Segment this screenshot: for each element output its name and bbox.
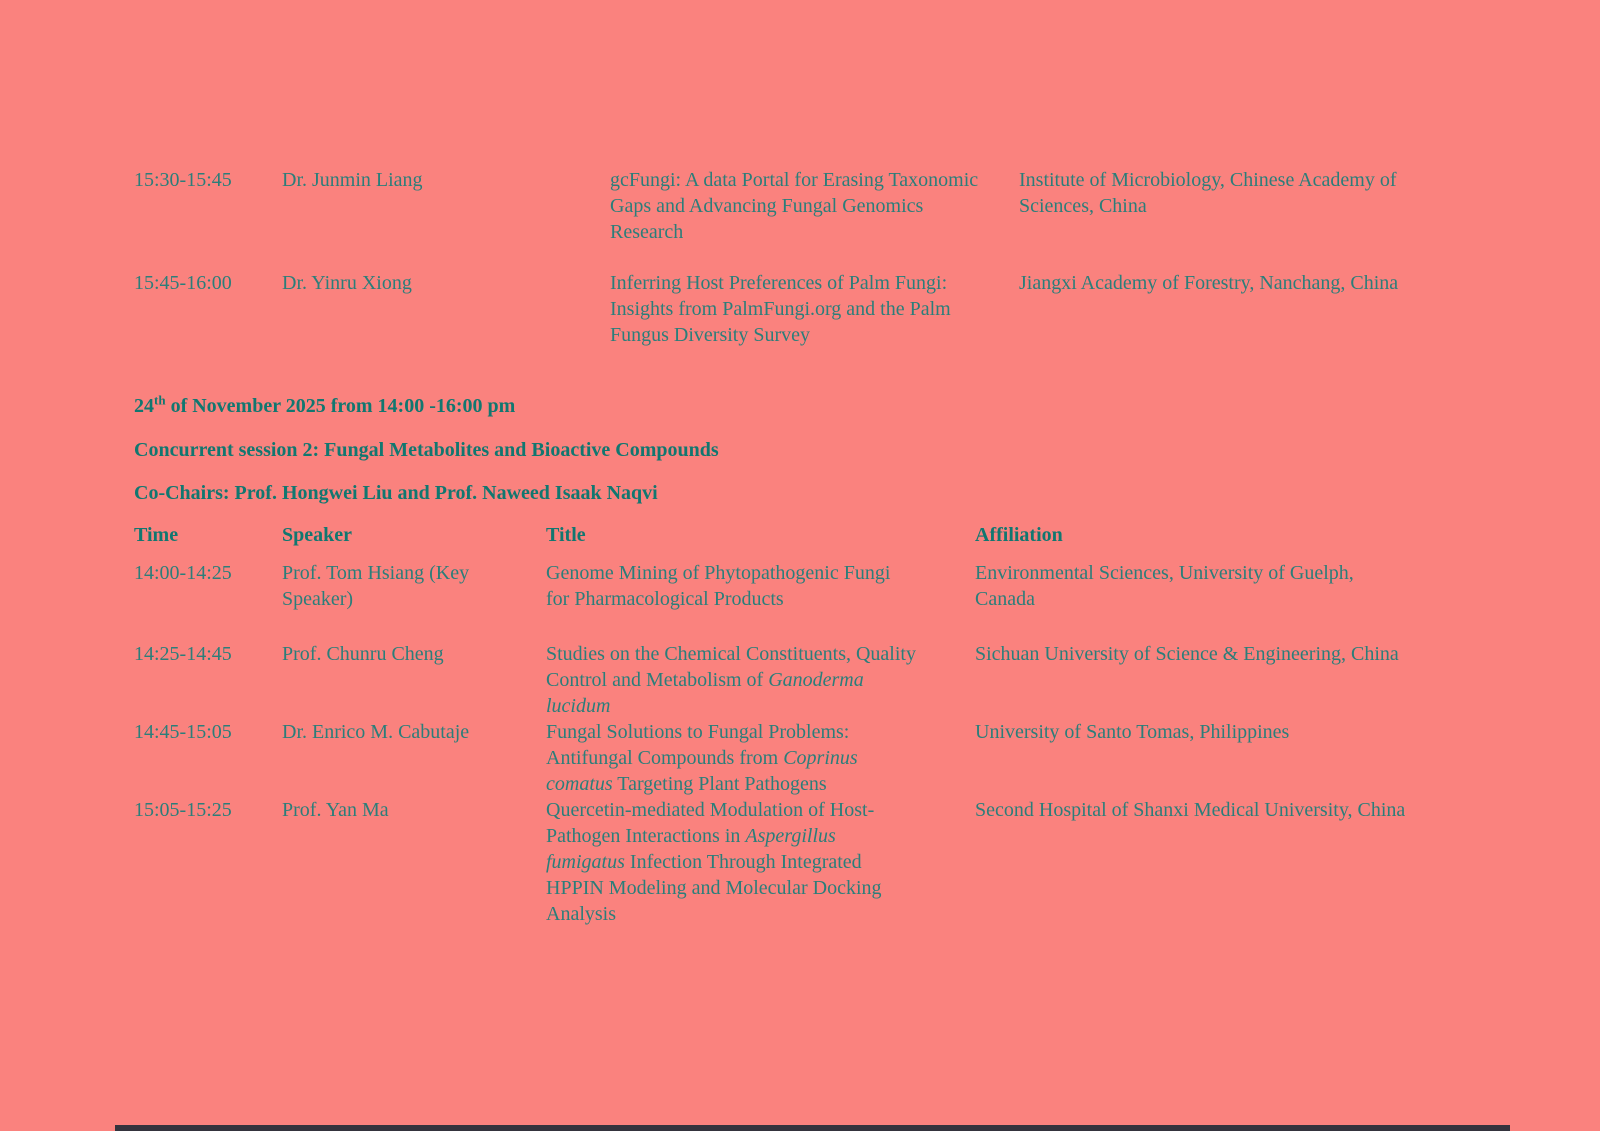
speaker-cell: Prof. Chunru Cheng	[282, 643, 444, 665]
session-cochairs-heading: Co-Chairs: Prof. Hongwei Liu and Prof. Naweed Isaak Naqvi	[134, 482, 658, 504]
session-row	[134, 797, 1600, 927]
session-row	[134, 167, 1600, 245]
date-ordinal-superscript: th	[154, 392, 166, 408]
title-cell: Fungal Solutions to Fungal Problems: Antifungal Compounds from Coprinus comatus Targeting Plant Pathogens	[546, 721, 858, 795]
affiliation-cell: Jiangxi Academy of Forestry, Nanchang, China	[1019, 272, 1399, 294]
schedule-table	[134, 522, 1600, 927]
time-cell: 14:00-14:25	[134, 562, 232, 584]
column-header-speaker: Speaker	[282, 524, 352, 546]
affiliation-cell: Second Hospital of Shanxi Medical University, China	[975, 799, 1406, 821]
affiliation-cell: Environmental Sciences, University of Guelph, Canada	[975, 562, 1354, 610]
speaker-cell: Prof. Yan Ma	[282, 799, 389, 821]
title-cell: Genome Mining of Phytopathogenic Fungi for Pharmacological Products	[546, 562, 891, 610]
speaker-cell: Dr. Yinru Xiong	[282, 272, 412, 294]
session-row	[134, 719, 1600, 797]
date-rest: of November 2025 from 14:00 -16:00 pm	[165, 395, 516, 417]
previous-session-table	[134, 167, 1600, 348]
session-row	[134, 641, 1600, 719]
title-cell: Inferring Host Preferences of Palm Fungi: Insights from PalmFungi.org and the Palm Fungus Diversity Survey	[610, 272, 951, 346]
page-bottom-cutoff-bar	[115, 1125, 1510, 1131]
session-row	[134, 560, 1600, 612]
time-cell: 14:25-14:45	[134, 643, 232, 665]
speaker-cell: Prof. Tom Hsiang (Key Speaker)	[282, 562, 470, 610]
time-cell: 14:45-15:05	[134, 721, 232, 743]
column-header-time: Time	[134, 524, 179, 546]
speaker-cell: Dr. Enrico M. Cabutaje	[282, 721, 470, 743]
time-cell: 15:45-16:00	[134, 272, 232, 294]
column-header-title: Title	[546, 524, 586, 546]
title-cell: gcFungi: A data Portal for Erasing Taxonomic Gaps and Advancing Fungal Genomics Research	[610, 169, 979, 243]
table-header-row	[134, 522, 1600, 548]
time-cell: 15:05-15:25	[134, 799, 232, 821]
title-cell: Quercetin-mediated Modulation of Host-Pathogen Interactions in Aspergillus fumigatus Infection Through Integrated HPPIN Modeling and Molecular Docking Analysis	[546, 799, 882, 925]
affiliation-cell: Sichuan University of Science & Engineering, China	[975, 643, 1399, 665]
session-title-heading: Concurrent session 2: Fungal Metabolites and Bioactive Compounds	[134, 439, 719, 461]
title-cell: Studies on the Chemical Constituents, Quality Control and Metabolism of Ganoderma lucidum	[546, 643, 916, 717]
column-header-affiliation: Affiliation	[975, 524, 1063, 546]
session-row	[134, 270, 1600, 348]
speaker-cell: Dr. Junmin Liang	[282, 169, 423, 191]
time-cell: 15:30-15:45	[134, 169, 232, 191]
affiliation-cell: University of Santo Tomas, Philippines	[975, 721, 1290, 743]
date-day: 24	[134, 395, 154, 417]
session-date-heading	[134, 393, 1600, 419]
affiliation-cell: Institute of Microbiology, Chinese Academy of Sciences, China	[1019, 169, 1397, 217]
